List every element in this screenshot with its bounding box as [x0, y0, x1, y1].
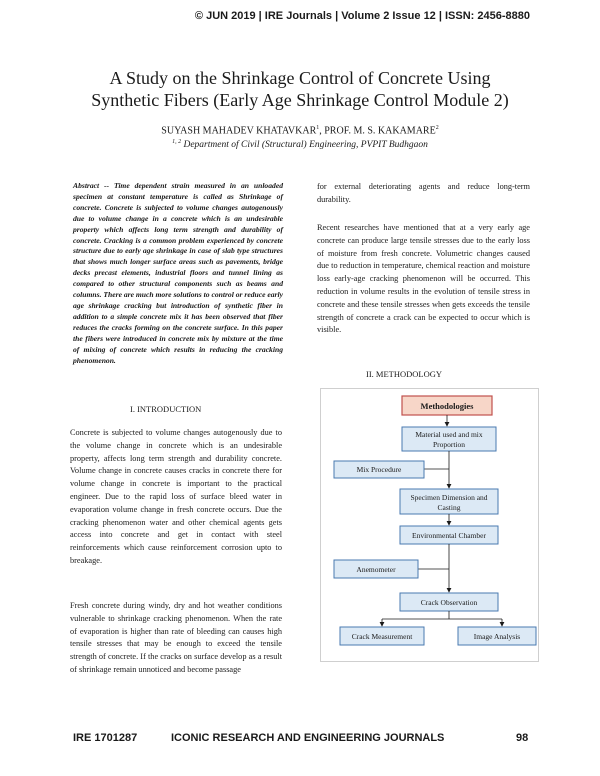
anemometer-label: Anemometer	[356, 565, 396, 574]
page-number: 98	[516, 732, 529, 744]
material-label-2: Proportion	[432, 440, 466, 449]
affiliation	[0, 139, 600, 150]
methodology-flowchart	[320, 388, 540, 663]
author-2: , PROF. M. S. KAKAMARE	[319, 125, 436, 137]
right-paragraph-continued: for external deteriorating agents and reduce long-term durability.	[317, 182, 530, 204]
journal-header: © JUN 2019 | IRE Journals | Volume 2 Issue 12 | ISSN: 2456-8880	[194, 10, 530, 22]
author-2-sup: 2	[435, 125, 439, 131]
title-line-2: Synthetic Fibers (Early Age Shrinkage Control Module 2)	[91, 90, 509, 110]
author-1: SUYASH MAHADEV KHATAVKAR	[161, 125, 317, 137]
footer-journal-name: ICONIC RESEARCH AND ENGINEERING JOURNALS	[171, 732, 445, 744]
crack-observation-label: Crack Observation	[420, 598, 478, 607]
right-paragraph-2: Recent researches have mentioned that at a very early age concrete can produce large tensile stresses due to the early loss of moisture from fresh concrete. Volumetric changes caused due to reduction in temperature, chemical reaction and moisture loss early-age cracking phenomenon will be occurred. This reduction in volume results in the evolution of tensile stress in concrete and these tensile stresses when gets exceeds the tensile strength of concrete a crack can be expected to occur which is visible.	[317, 223, 530, 335]
methodologies-label: Methodologies	[420, 401, 474, 411]
image-analysis-label: Image Analysis	[473, 632, 521, 641]
authors	[0, 125, 600, 136]
mix-procedure-label: Mix Procedure	[356, 465, 402, 474]
environmental-chamber-label: Environmental Chamber	[412, 531, 486, 540]
specimen-label-1: Specimen Dimension and	[410, 493, 488, 502]
section-heading-introduction: I. INTRODUCTION	[130, 404, 202, 414]
author-1-sup: 1	[316, 125, 320, 131]
abstract-text: Time dependent strain measured in an unloaded specimen at constant temperature is called as Shrinkage of concrete. Concrete is subjected to volume changes autogenously due to volume change in a concrete which is an undesirable property which affects long term strength and durability of concrete. Cracking is a common problem experienced by concrete structure due to early age shrinkage in case of slab type structures that shows much longer surface areas such as pavements, bridge decks precast elements, industrial floors and tunnel lining as compared to other structural components such as beams and columns. There are much more solutions to control or reduce early age shrinkage cracking but introduction of synthetic fiber in addition to a simple concrete mix it has been observed that fiber reduces the cracks forming on the concrete surface. In this paper the fibers were introduced in concrete mix by mixture at the time of mixing of concrete which results in reducing the cracking phenomenon.	[73, 181, 283, 365]
section-heading-methodology: II. METHODOLOGY	[366, 369, 443, 379]
affiliation-text: Department of Civil (Structural) Engineering, PVPIT Budhgaon	[181, 140, 428, 151]
material-label-1: Material used and mix	[415, 430, 483, 439]
intro-paragraph-2: Fresh concrete during windy, dry and hot weather conditions vulnerable to shrinkage cracking phenomenon. When the rate of evaporation is higher than rate of bleeding can causes high tensile stresses that may be enough to exceed the tensile strength of concrete. If the cracks on surface develop as a result of shrinkage remain unnoticed and become passage	[70, 601, 282, 674]
intro-paragraph-1: Concrete is subjected to volume changes autogenously due to the volume change in concrete which is an undesirable property, affects long term strength and durability concrete. Volume change in concrete causes cracks in concrete there for volume change in concrete is important to the practical engineer. Due to the rapid loss of surface bleed water in evaporation volume change in fresh concrete occurs. Due the cracking phenomenon water and other chemical agents gets access into concrete and get in contact with steel reinforcements which cause reinforcement corrosion upto to breakage.	[70, 428, 282, 565]
affiliation-sup: 1, 2	[172, 139, 182, 145]
abstract	[73, 181, 283, 366]
abstract-label: Abstract --	[73, 181, 110, 190]
paper-title	[0, 67, 600, 111]
crack-measurement-label: Crack Measurement	[351, 632, 413, 641]
specimen-label-2: Casting	[437, 503, 461, 512]
footer-article-id: IRE 1701287	[73, 732, 138, 744]
title-line-1: A Study on the Shrinkage Control of Concrete Using	[109, 68, 491, 88]
